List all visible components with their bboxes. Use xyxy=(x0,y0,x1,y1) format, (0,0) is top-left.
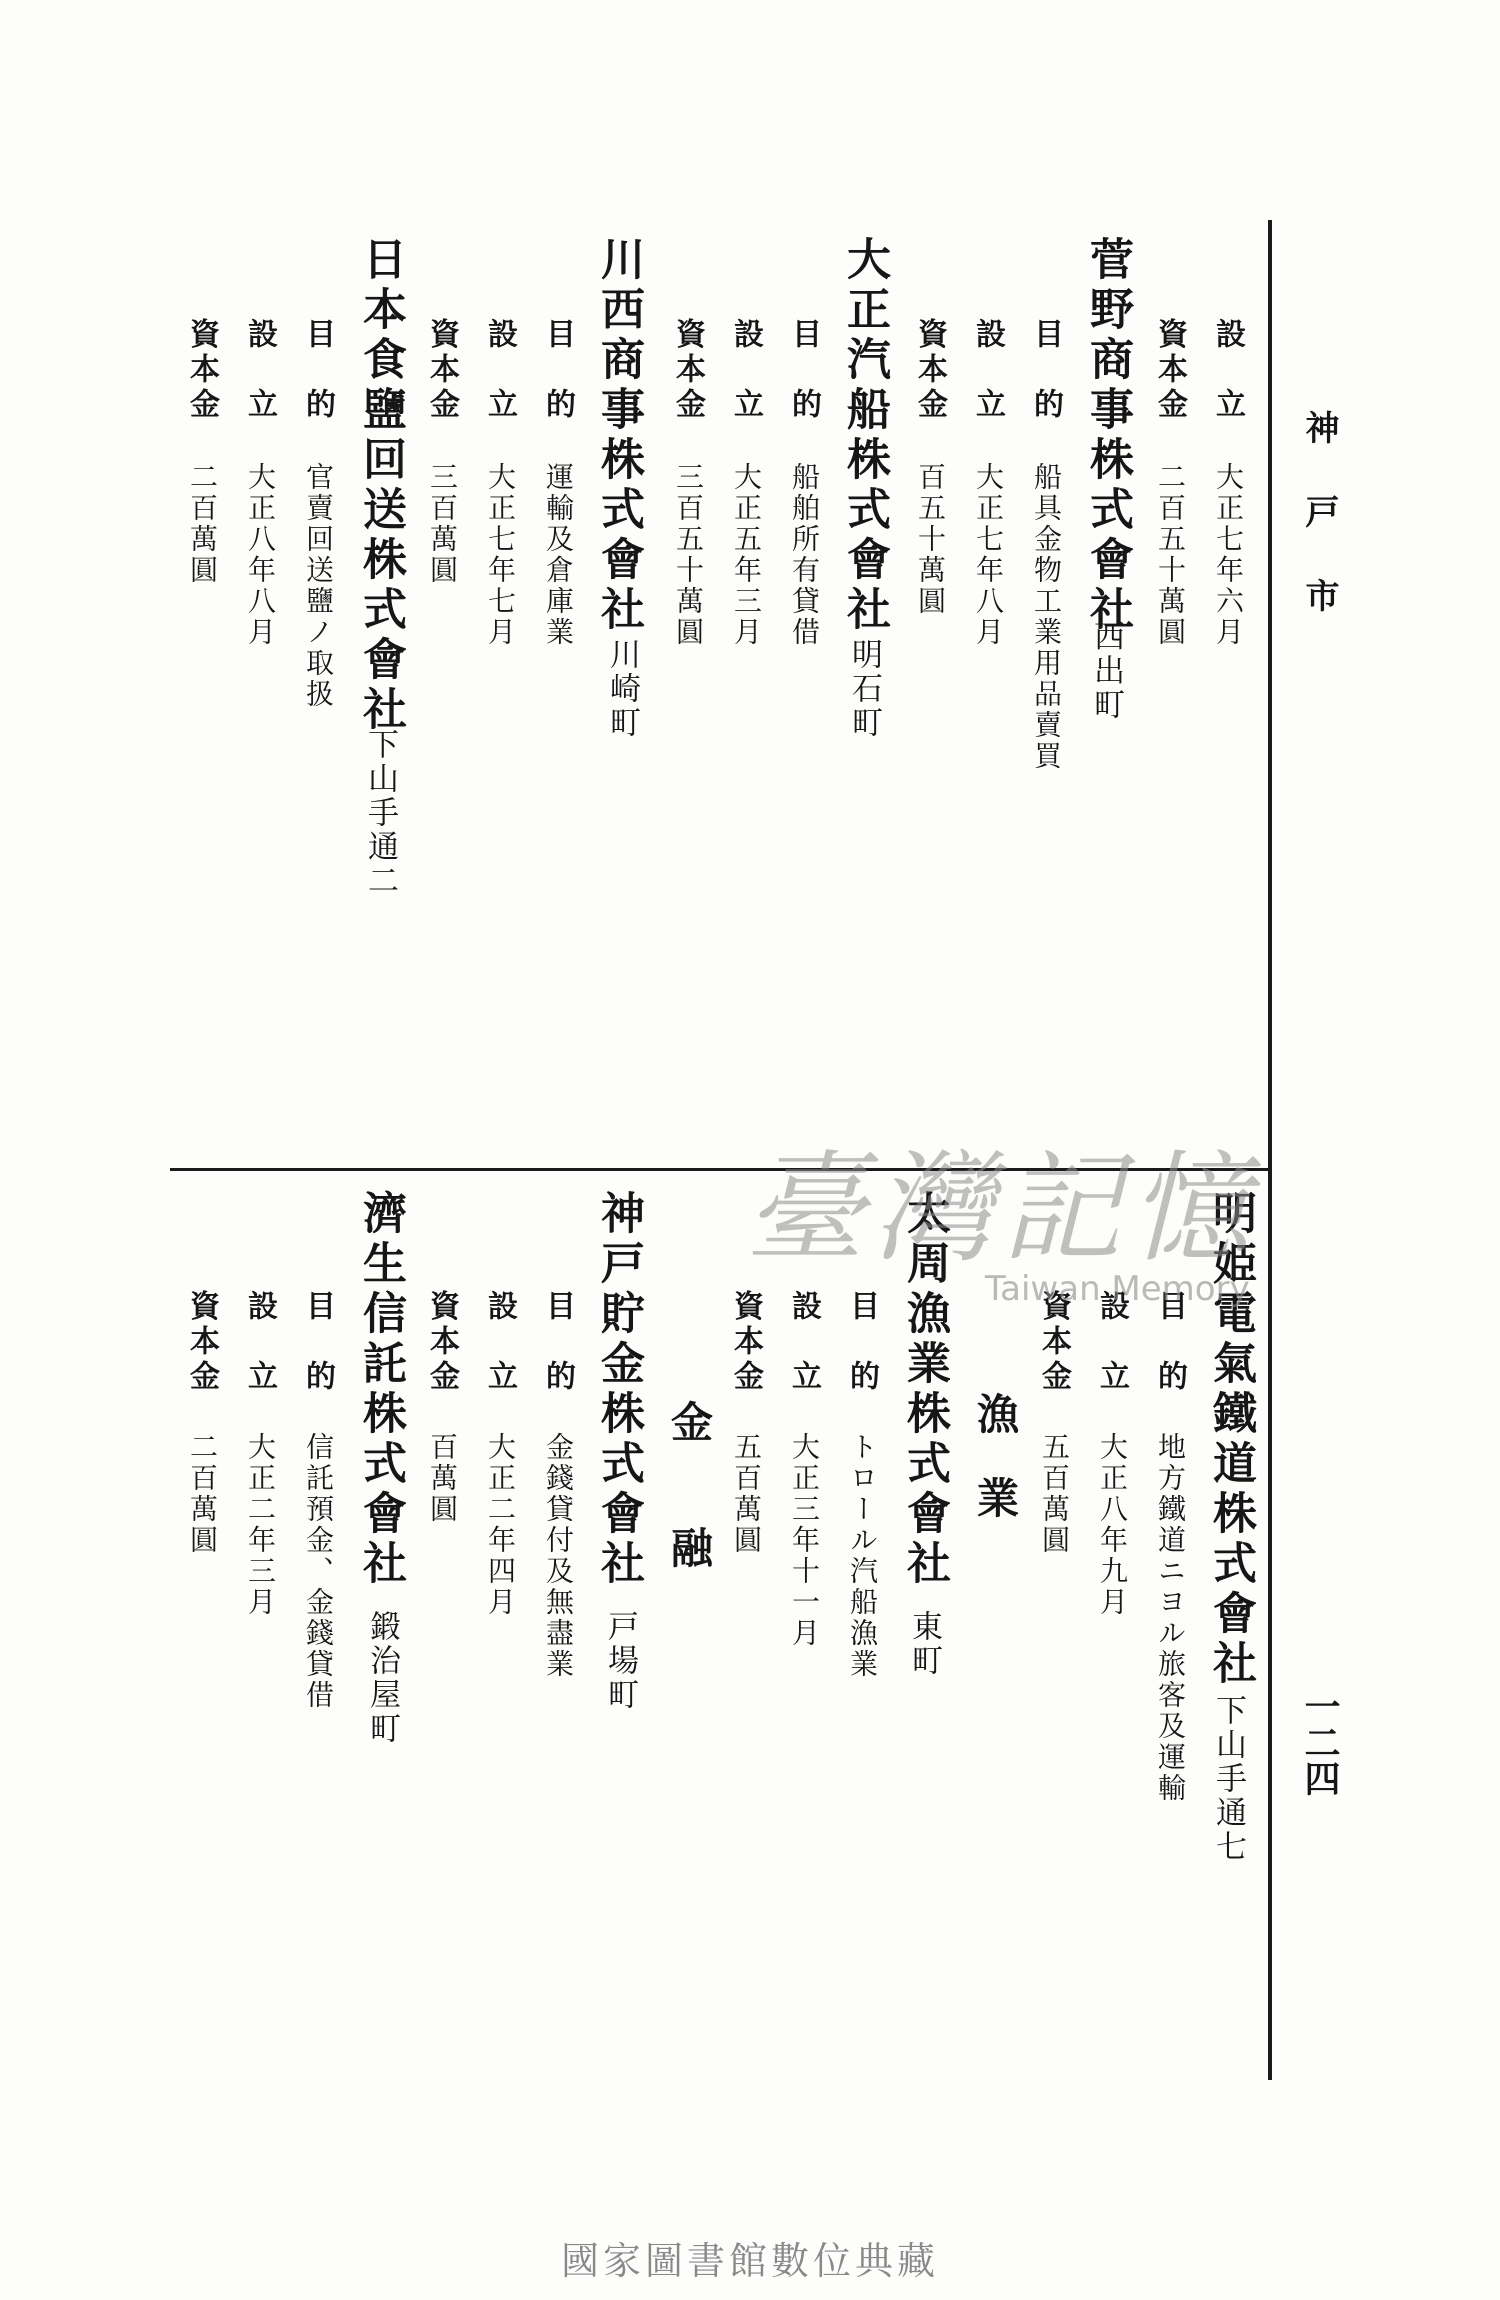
company-name: 濟生信託株式會社 xyxy=(355,1190,406,1590)
field-value: 大正八年九月 xyxy=(1096,1432,1129,1618)
page-number: 一二四 xyxy=(1299,1688,1341,1796)
field-label: 設 立 xyxy=(728,318,763,423)
field-label: 資本金 xyxy=(184,1290,219,1395)
company-name: 菅野商事株式會社 xyxy=(1082,236,1133,636)
watermark-subtext: Taiwan Memory xyxy=(985,1269,1250,1309)
field-value: 二百五十萬圓 xyxy=(1154,462,1187,648)
running-head-city: 神戸市 xyxy=(1299,410,1339,662)
company-name: 大正汽船株式會社 xyxy=(839,236,890,636)
company-location: 下山手通七 xyxy=(1210,1694,1246,1864)
field-value: 三百五十萬圓 xyxy=(672,462,705,648)
company-location: 明石町 xyxy=(846,638,882,740)
field-value: 大正七年八月 xyxy=(972,462,1005,648)
company-name: 川西商事株式會社 xyxy=(593,236,644,636)
field-value: 大正七年六月 xyxy=(1212,462,1245,648)
field-value: 大正二年四月 xyxy=(484,1432,517,1618)
field-label: 資本金 xyxy=(184,318,219,423)
field-label: 目 的 xyxy=(1152,1290,1187,1395)
field-label: 資本金 xyxy=(728,1290,763,1395)
company-name: 日本食鹽回送株式會社 xyxy=(355,236,406,736)
field-value: 五百萬圓 xyxy=(1038,1432,1071,1556)
field-label: 目 的 xyxy=(300,318,335,423)
watermark-taiwan-memory: 臺灣記憶 xyxy=(745,1140,1257,1279)
company-name: 神戸貯金株式會社 xyxy=(593,1190,644,1590)
field-label: 目 的 xyxy=(844,1290,879,1395)
field-value: 金錢貸付及無盡業 xyxy=(542,1432,575,1680)
field-value: 百萬圓 xyxy=(426,1432,459,1525)
field-value: 地方鐵道ニヨル旅客及運輸 xyxy=(1154,1432,1187,1804)
company-name: 明姫電氣鐵道株式會社 xyxy=(1205,1190,1256,1690)
field-value: 五百萬圓 xyxy=(730,1432,763,1556)
field-label: 設 立 xyxy=(482,1290,517,1395)
field-label: 資本金 xyxy=(1152,318,1187,423)
field-value: 二百萬圓 xyxy=(186,1432,219,1556)
field-value: 運輸及倉庫業 xyxy=(542,462,575,648)
company-location: 鍛治屋町 xyxy=(364,1610,400,1746)
field-label: 目 的 xyxy=(786,318,821,423)
section-heading-finance: 金 融 xyxy=(665,1400,714,1568)
field-value: 百五十萬圓 xyxy=(914,462,947,617)
field-label: 資本金 xyxy=(424,318,459,423)
field-label: 設 立 xyxy=(1210,318,1245,423)
field-value: 大正八年八月 xyxy=(244,462,277,648)
field-label: 資本金 xyxy=(424,1290,459,1395)
field-value: 大正三年十一月 xyxy=(788,1432,821,1649)
company-location: 東町 xyxy=(906,1610,942,1678)
company-location: 川崎町 xyxy=(604,638,640,740)
company-name: 太周漁業株式會社 xyxy=(899,1190,950,1590)
field-label: 目 的 xyxy=(300,1290,335,1395)
field-label: 目 的 xyxy=(1028,318,1063,423)
field-value: 官賣回送鹽ノ取扱 xyxy=(302,462,335,710)
company-location: 西出町 xyxy=(1088,620,1124,722)
field-label: 設 立 xyxy=(1094,1290,1129,1395)
footer-ncl-digital-archive: 國家圖書館數位典藏 xyxy=(560,2239,939,2283)
field-label: 設 立 xyxy=(970,318,1005,423)
field-label: 設 立 xyxy=(242,1290,277,1395)
field-label: 設 立 xyxy=(786,1290,821,1395)
section-heading-fishery: 漁 業 xyxy=(971,1392,1020,1518)
field-label: 資本金 xyxy=(912,318,947,423)
vertical-rule xyxy=(1268,220,1272,2080)
field-value: 三百萬圓 xyxy=(426,462,459,586)
field-value: 二百萬圓 xyxy=(186,462,219,586)
field-value: 船具金物工業用品賣買 xyxy=(1030,462,1063,772)
field-value: 大正二年三月 xyxy=(244,1432,277,1618)
field-label: 設 立 xyxy=(482,318,517,423)
field-value: 大正五年三月 xyxy=(730,462,763,648)
field-value: 大正七年七月 xyxy=(484,462,517,648)
field-label: 目 的 xyxy=(540,318,575,423)
field-label: 目 的 xyxy=(540,1290,575,1395)
company-location: 下山手通二 xyxy=(362,728,398,898)
field-value: トロール汽船漁業 xyxy=(846,1432,879,1680)
field-label: 設 立 xyxy=(242,318,277,423)
field-value: 信託預金、金錢貸借 xyxy=(302,1432,335,1711)
company-location: 戸場町 xyxy=(602,1610,638,1712)
field-label: 資本金 xyxy=(1036,1290,1071,1395)
field-label: 資本金 xyxy=(670,318,705,423)
field-value: 船舶所有貸借 xyxy=(788,462,821,648)
